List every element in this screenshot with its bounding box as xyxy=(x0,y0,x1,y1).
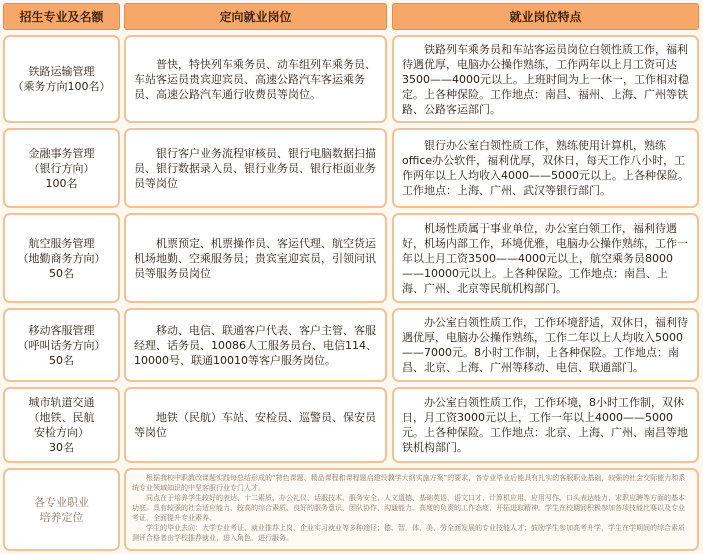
training-positioning-notes xyxy=(124,468,699,551)
row-2-positions xyxy=(124,128,387,208)
row-2-features xyxy=(392,128,699,208)
header-positions: 定向就业岗位 xyxy=(124,3,387,30)
row-5-major: 城市轨道交通 （地铁、民航 安检方向） 30名 xyxy=(3,387,120,463)
row-5-positions-text: 地铁（民航）车站、安检员、巡警员、保安员等岗位 xyxy=(134,411,376,439)
row-1-major: 铁路运输管理 （乘务方向100名） xyxy=(3,35,120,123)
row-4-positions xyxy=(124,308,387,382)
header-features: 就业岗位特点 xyxy=(392,3,699,30)
row-1-positions xyxy=(124,35,387,123)
row-4-features-text: 办公室白领性质工作，工作环境舒适，双休日，福利待遇优厚，电脑办公操作熟练，工作二年以上人均收入5000——7000元。8小时工作制，上各种保险。工作地点：南昌、北京、上海、广州等移动、电信、联通部门。 xyxy=(402,316,688,374)
row-3-features xyxy=(392,213,699,303)
row-5-positions xyxy=(124,387,387,463)
row-1-features-text: 铁路列车乘务员和车站客运员岗位白领性质工作，福利待遇优厚，电脑办公操作熟练，工作两年以上月工资可达3500——4000元以上。上班时间为上一休一，工作相对稳定。上各种保险。工作地点：南昌、福州、上海、广州等铁路、公路客运部门。 xyxy=(402,42,689,116)
notes-paragraph-1: 根据我校中职教改课题实践每总结形成的“特色课题、精品课程和课程题启建设教学大纲实施方案”的要求，各专业毕业后能具有扎实的客服职业基础，较强的社会交际能力和系统专业领域知识的中坚客服行业专门人才。 xyxy=(132,474,686,492)
notes-paragraph-2: 同点在于培养学生较好的表达、十二素质、办公礼仪、话服技术、服务安全、人文道德、基础英语、语文口才、计算机应用、应用写作、口头表达能力、求职应聘等方面的基本功底。具有较强的社会适应能力、较高的综合素质、良好的服务意识、团队协作、沟通能力、高度的负责的工作态度、开拓进取精神。学生在校期间积极参加各项技能比赛以及专业考证，全面提升专业素养。 xyxy=(132,494,685,522)
training-positioning-label: 各专业职业 培养定位 xyxy=(3,468,120,551)
row-2-major: 金融事务管理 （银行方向） 100名 xyxy=(3,128,120,208)
row-1-features xyxy=(392,35,699,123)
row-1-positions-text: 普快，特快列车乘务员、动车组列车乘务员、车站客运员贵宾迎宾员、高速公路汽车客运乘务员、高速公路汽车通行收费员等岗位。 xyxy=(134,57,376,101)
row-3-features-text: 机场性质属于事业单位，办公室白领工作，福利待遇好，机场内部工作，环境优雅，电脑办公操作熟练，工作一年以上月工资3500——4000元以上，航空乘务员8000——10000元以上。上各种保险。工作地点：南昌、上海、广州、北京等民航机构部门。 xyxy=(402,221,688,295)
header-major: 招生专业及名额 xyxy=(3,3,120,30)
row-3-positions-text: 机票预定、机票操作员、客运代理、航空货运机场地勤、空乘服务员；贵宾室迎宾员，引领问讯员等服务员岗位 xyxy=(134,236,376,280)
row-2-positions-text: 银行客户业务流程审核员、银行电脑数据扫描员、银行数据录入员、银行业务员、银行柜面业务员等岗位 xyxy=(134,146,376,190)
row-3-major: 航空服务管理 （地勤商务方向） 50名 xyxy=(3,213,120,303)
row-5-features xyxy=(392,387,699,463)
row-4-features xyxy=(392,308,699,382)
row-4-major: 移动客服管理 （呼叫话务方向） 50名 xyxy=(3,308,120,382)
row-3-positions xyxy=(124,213,387,303)
notes-paragraph-3: 学生的毕业去向：大学专业考证、就业推荐上岗、企业实习就业等多种途径；德、智、体、美、劳全面发展的专业技能人才；鼓励学生参加高考升学，学生在学期间的综合素质测评合格者由学校推荐就业，进入角色，进行服务。 xyxy=(132,524,685,542)
row-4-positions-text: 移动、电信、联通客户代表、客户主管、客服经理、话务员、10086人工服务员台、电信114、10000号、联通10010等客户服务岗位。 xyxy=(134,323,377,367)
row-5-features-text: 办公室白领性质工作，工作环境，8小时工作制，双休日，月工资3000元以上，工作一年以上4000——5000元。上各种保险。工作地点：北京、上海、广州、南昌等地铁机构部门。 xyxy=(402,396,688,454)
row-2-features-text: 银行办公室白领性质工作，熟练使用计算机，熟练office办公软件，福利优厚，双休日，每天工作八小时，工作两年以上人均收入4000——5000元以上。上各种保险。工作地点：上海、广州、武汉等银行部门。 xyxy=(402,139,689,197)
